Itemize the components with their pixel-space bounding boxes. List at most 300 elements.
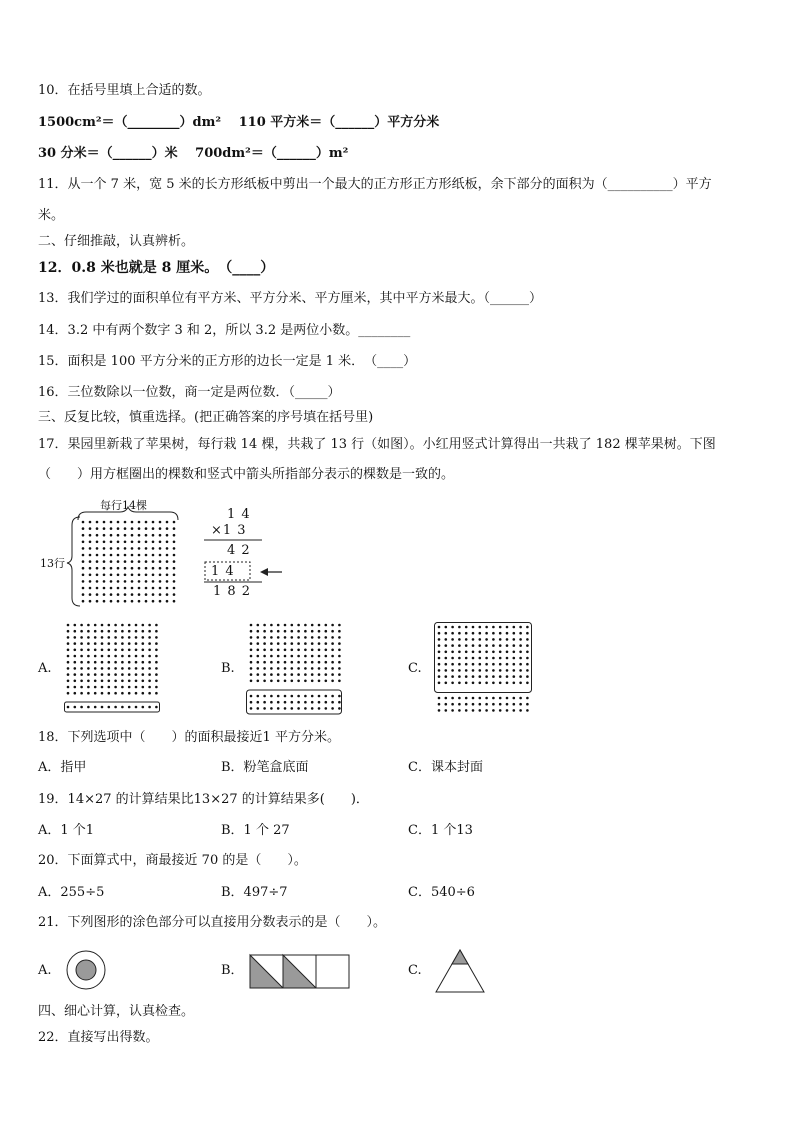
tree-dot [526,657,529,660]
tree-dot [492,682,495,685]
tree-dot [142,661,145,664]
tree-dot [519,626,522,629]
tree-dot [257,624,260,627]
tree-dot [155,673,158,676]
tree-dot [458,675,461,678]
tree-dot [142,649,145,652]
tree-dot [458,644,461,647]
tree-dot [318,701,321,704]
q20-option-c[interactable]: C．540÷6 [408,885,475,900]
tree-dot [94,692,97,695]
tree-dot [135,673,138,676]
tree-dot [155,692,158,695]
tree-dot [94,636,97,639]
tree-dot [250,667,253,670]
tree-dot [74,624,77,627]
tree-dot [277,649,280,652]
tree-dot [311,624,314,627]
tree-dot [284,701,287,704]
tree-dot [465,657,468,660]
tree-dot [155,624,158,627]
tree-dot [526,709,529,712]
tree-dot [331,707,334,710]
q22: 22．直接写出得数。 [38,1030,159,1045]
tree-dot [277,636,280,639]
tree-dot [519,632,522,635]
tree-dot [499,682,502,685]
tree-dot [451,675,454,678]
tree-dot [318,649,321,652]
tree-dot [479,644,482,647]
tree-dot [80,706,83,709]
tree-dot [318,707,321,710]
tree-dot [465,703,468,706]
tree-dot [74,630,77,633]
tree-dot [263,642,266,645]
tree-dot [472,632,475,635]
tree-dot [445,651,448,654]
tree-dot [155,686,158,689]
tree-dot [277,642,280,645]
tree-dot [155,642,158,645]
tree-dot [492,675,495,678]
tree-dot [80,649,83,652]
tree-dot [291,649,294,652]
tree-dot [80,667,83,670]
tree-dot [142,624,145,627]
tree-dot [311,642,314,645]
tree-dot [304,636,307,639]
q21-stem: 21．下列图形的涂色部分可以直接用分数表示的是（ ）。 [38,915,387,930]
q10-line1: 1500cm²＝（________）dm² 110 平方米＝（______）平方分米 [38,115,440,130]
tree-dot [80,630,83,633]
tree-dot [121,624,124,627]
tree-dot [291,655,294,658]
tree-dot [101,680,104,683]
tree-dot [101,667,104,670]
tree-dot [74,686,77,689]
tree-dot [445,644,448,647]
tree-dot [148,630,151,633]
tree-dot [250,695,253,698]
tree-dot [128,667,131,670]
tree-dot [318,680,321,683]
tree-dot [513,709,516,712]
tree-dot [128,706,131,709]
tree-dot [291,707,294,710]
tree-dot [513,703,516,706]
tree-dot [277,624,280,627]
tree-dot [67,649,70,652]
tree-dot [263,655,266,658]
q17-option-a-grid[interactable] [64,622,160,714]
q21-option-a-label: A. [38,963,52,978]
tree-dot [338,661,341,664]
tree-dot [338,667,341,670]
tree-dot [465,632,468,635]
tree-dot [101,642,104,645]
tree-dot [325,655,328,658]
tree-dot [297,667,300,670]
tree-dot [485,663,488,666]
tree-dot [128,673,131,676]
tree-dot [499,697,502,700]
tree-dot [506,657,509,660]
tree-dot [311,701,314,704]
tree-dot [465,682,468,685]
tree-dot [438,669,441,672]
tree-dot [250,680,253,683]
tree-dot [108,636,111,639]
tree-dot [284,680,287,683]
tree-dot [318,655,321,658]
tree-dot [101,649,104,652]
tree-dot [331,642,334,645]
tree-dot [257,642,260,645]
tree-dot [277,630,280,633]
tree-dot [338,695,341,698]
tree-dot [513,682,516,685]
tree-dot [263,649,266,652]
tree-dot [128,630,131,633]
tree-dot [492,644,495,647]
tree-dot [485,632,488,635]
tree-dot [479,663,482,666]
tree-dot [257,707,260,710]
tree-dot [338,701,341,704]
tree-dot [108,673,111,676]
tree-dot [297,673,300,676]
tree-dot [304,624,307,627]
q19-option-c[interactable]: C．1 个13 [408,823,473,838]
tree-dot [114,655,117,658]
tree-dot [465,669,468,672]
tree-dot [465,651,468,654]
tree-dot [526,663,529,666]
tree-dot [94,630,97,633]
tree-dot [338,707,341,710]
tree-dot [479,638,482,641]
tree-dot [74,667,77,670]
tree-dot [87,624,90,627]
tree-dot [270,636,273,639]
tree-dot [499,709,502,712]
tree-dot [74,673,77,676]
tree-dot [438,651,441,654]
tree-dot [277,661,280,664]
tree-dot [250,661,253,664]
tree-dot [499,644,502,647]
tree-dot [311,707,314,710]
tree-dot [74,692,77,695]
tree-dot [499,663,502,666]
tree-dot [94,706,97,709]
tree-dot [451,626,454,629]
tree-dot [108,655,111,658]
tree-dot [80,692,83,695]
tree-dot [438,657,441,660]
q19-option-a[interactable]: A．1 个1 [38,823,95,838]
tree-dot [331,630,334,633]
tree-dot [438,638,441,641]
tree-dot [331,680,334,683]
tree-dot [108,649,111,652]
q17-option-c-grid[interactable] [434,622,532,716]
tree-dot [270,667,273,670]
tree-dot [519,669,522,672]
tree-dot [67,630,70,633]
tree-dot [465,644,468,647]
tree-dot [101,706,104,709]
tree-dot [325,707,328,710]
tree-dot [263,680,266,683]
tree-dot [451,632,454,635]
tree-dot [492,709,495,712]
tree-dot [472,709,475,712]
tree-dot [438,632,441,635]
tree-dot [458,703,461,706]
tree-dot [331,649,334,652]
q18-option-c[interactable]: C．课本封面 [408,760,483,775]
tree-dot [270,695,273,698]
tree-dot [263,630,266,633]
tree-dot [277,701,280,704]
q15: 15．面积是 100 平方分米的正方形的边长一定是 1 米． （____） [38,354,417,369]
tree-dot [74,661,77,664]
tree-dot [74,680,77,683]
tree-dot [74,655,77,658]
tree-dot [492,703,495,706]
tree-dot [291,667,294,670]
tree-dot [479,682,482,685]
tree-dot [94,686,97,689]
tree-dot [128,692,131,695]
tree-dot [128,636,131,639]
tree-dot [506,682,509,685]
tree-dot [519,638,522,641]
tree-dot [465,709,468,712]
tree-dot [479,697,482,700]
tree-dot [513,632,516,635]
tree-dot [284,707,287,710]
tree-dot [445,682,448,685]
tree-dot [492,697,495,700]
q21-option-a-circle-figure[interactable] [64,950,108,994]
tree-dot [87,630,90,633]
tree-dot [87,661,90,664]
tree-dot [445,697,448,700]
q18-option-a[interactable]: A．指甲 [38,760,87,775]
q16: 16．三位数除以一位数，商一定是两位数．（_____） [38,385,341,400]
tree-dot [499,638,502,641]
tree-dot [479,675,482,678]
tree-dot [135,636,138,639]
tree-dot [74,636,77,639]
tree-dot [257,649,260,652]
tree-dot [128,655,131,658]
tree-dot [87,673,90,676]
tree-dot [472,638,475,641]
tree-dot [438,675,441,678]
q21-option-b-squares-figure[interactable] [249,954,353,990]
tree-dot [101,624,104,627]
tree-dot [519,663,522,666]
q10-line2: 30 分米＝（______）米 700dm²＝（______）m² [38,146,349,161]
tree-dot [513,638,516,641]
tree-dot [128,680,131,683]
tree-dot [492,632,495,635]
tree-dot [284,695,287,698]
tree-dot [465,675,468,678]
tree-dot [297,636,300,639]
tree-dot [472,651,475,654]
tree-dot [338,673,341,676]
tree-dot [142,667,145,670]
tree-dot [108,642,111,645]
q21-option-c-triangle-figure[interactable] [434,948,488,994]
tree-dot [142,673,145,676]
tree-dot [135,642,138,645]
tree-dot [67,680,70,683]
tree-dot [101,673,104,676]
tree-dot [87,667,90,670]
tree-dot [67,661,70,664]
tree-dot [458,638,461,641]
tree-dot [80,636,83,639]
tree-dot [485,657,488,660]
tree-dot [297,642,300,645]
tree-dot [318,642,321,645]
tree-dot [277,707,280,710]
tree-dot [297,695,300,698]
tree-dot [250,673,253,676]
tree-dot [135,624,138,627]
tree-dot [438,626,441,629]
tree-dot [80,655,83,658]
tree-dot [325,649,328,652]
tree-dot [311,630,314,633]
tree-dot [114,686,117,689]
q17-mult-multiplier: ×1 3 [211,523,247,538]
tree-dot [270,649,273,652]
tree-dot [485,669,488,672]
q18-option-b[interactable]: B．粉笔盒底面 [221,760,309,775]
tree-dot [479,626,482,629]
tree-dot [338,649,341,652]
tree-dot [148,667,151,670]
tree-dot [325,695,328,698]
tree-dot [67,667,70,670]
q11-line2: 米。 [38,208,65,223]
tree-dot [277,680,280,683]
tree-dot [291,680,294,683]
tree-dot [148,624,151,627]
tree-dot [325,673,328,676]
tree-dot [506,651,509,654]
tree-dot [304,707,307,710]
tree-dot [325,636,328,639]
q17-option-b-grid[interactable] [246,622,342,716]
tree-dot [114,636,117,639]
q19-option-b[interactable]: B．1 个 27 [221,823,290,838]
tree-dot [472,663,475,666]
tree-dot [513,657,516,660]
tree-dot [114,706,117,709]
tree-dot [263,695,266,698]
q20-option-a[interactable]: A．255÷5 [38,885,105,900]
tree-dot [94,649,97,652]
tree-dot [67,624,70,627]
tree-dot [297,707,300,710]
tree-dot [80,686,83,689]
tree-dot [277,673,280,676]
tree-dot [472,697,475,700]
tree-dot [277,695,280,698]
tree-dot [311,667,314,670]
tree-dot [128,661,131,664]
tree-dot [485,682,488,685]
tree-dot [114,692,117,695]
tree-dot [121,686,124,689]
tree-dot [114,680,117,683]
tree-dot [263,624,266,627]
tree-dot [277,667,280,670]
tree-dot [114,667,117,670]
tree-dot [94,680,97,683]
tree-dot [250,655,253,658]
tree-dot [485,675,488,678]
tree-dot [451,651,454,654]
tree-dot [121,673,124,676]
tree-dot [451,663,454,666]
tree-dot [114,673,117,676]
q20-option-b[interactable]: B．497÷7 [221,885,288,900]
tree-dot [108,692,111,695]
q17-mult-top: 1 4 [227,507,251,522]
tree-dot [297,701,300,704]
tree-dot [135,706,138,709]
q17-per-row-label: 每行14棵 [100,499,147,512]
tree-dot [325,701,328,704]
tree-dot [121,630,124,633]
tree-dot [318,673,321,676]
tree-dot [148,649,151,652]
tree-dot [67,655,70,658]
tree-dot [250,636,253,639]
tree-dot [155,706,158,709]
tree-dot [297,680,300,683]
tree-dot [135,655,138,658]
tree-dot [311,655,314,658]
section3-heading: 三、反复比较，慎重选择。(把正确答案的序号填在括号里) [38,410,374,425]
tree-dot [458,709,461,712]
tree-dot [128,686,131,689]
tree-dot [270,630,273,633]
tree-dot [297,661,300,664]
tree-dot [526,651,529,654]
tree-dot [458,651,461,654]
tree-dot [311,673,314,676]
tree-dot [451,657,454,660]
tree-dot [284,624,287,627]
tree-dot [338,636,341,639]
section4-heading: 四、细心计算，认真检查。 [38,1004,195,1019]
tree-dot [155,661,158,664]
tree-dot [155,667,158,670]
tree-dot [155,680,158,683]
tree-dot [108,667,111,670]
tree-dot [472,703,475,706]
